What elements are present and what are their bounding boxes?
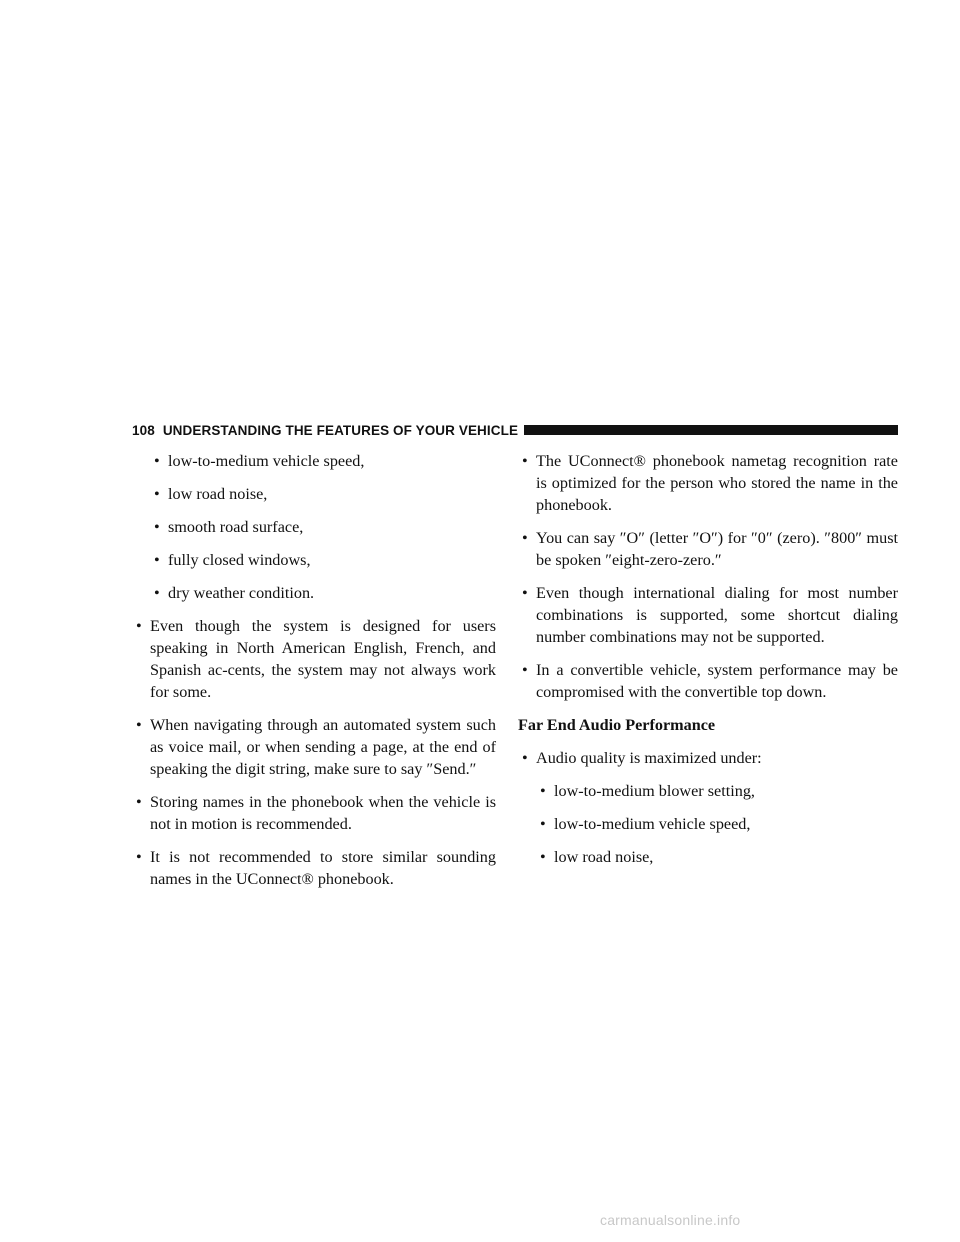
bullet: • (522, 584, 528, 602)
bullet: • (540, 815, 546, 833)
list-item: • It is not recommended to store similar sounding names in the UConnect® phonebook. (136, 848, 496, 888)
list-item: • low road noise, (540, 848, 654, 866)
bullet: • (522, 452, 528, 470)
bullet: • (522, 749, 528, 767)
section-title: UNDERSTANDING THE FEATURES OF YOUR VEHICLE (162, 422, 519, 438)
bullet: • (154, 584, 160, 602)
page-number: 108 (132, 422, 155, 438)
list-item: • The UConnect® phonebook nametag recognition rate is optimized for the person who stored the name in the phonebook. (522, 452, 898, 514)
list-item: • low road noise, (154, 485, 268, 503)
bullet: • (154, 551, 160, 569)
left-column (132, 450, 496, 901)
bullet: • (136, 793, 142, 811)
list-item: • low-to-medium vehicle speed, (154, 452, 365, 470)
list-item: • When navigating through an automated system such as voice mail, or when sending a page, at the end of speaking the digit string, make sure to say ″Send.″ (136, 716, 496, 778)
list-item: • low-to-medium vehicle speed, (540, 815, 751, 833)
list-item: • In a convertible vehicle, system performance may be compromised with the convertible top down. (522, 661, 898, 701)
section-heading: Far End Audio Performance (518, 716, 716, 734)
list-item: • Audio quality is maximized under: (522, 749, 762, 767)
bullet: • (522, 529, 528, 547)
bullet: • (154, 518, 160, 536)
bullet: • (136, 617, 142, 635)
page-header (132, 420, 898, 440)
right-column (518, 450, 898, 879)
watermark: carmanualsonline.info (600, 1212, 741, 1228)
list-item: • smooth road surface, (154, 518, 304, 536)
bullet: • (154, 452, 160, 470)
bullet: • (136, 716, 142, 734)
list-item: • Even though international dialing for most number combinations is supported, some shortcut dialing number combinations may not be supported. (522, 584, 898, 646)
header-rule (524, 425, 898, 435)
list-item: • fully closed windows, (154, 551, 311, 569)
bullet: • (540, 782, 546, 800)
list-item: • dry weather condition. (154, 584, 315, 602)
bullet: • (136, 848, 142, 866)
list-item: • Storing names in the phonebook when the vehicle is not in motion is recommended. (136, 793, 496, 833)
list-item: • low-to-medium blower setting, (540, 782, 755, 800)
bullet: • (154, 485, 160, 503)
bullet: • (540, 848, 546, 866)
bullet: • (522, 661, 528, 679)
list-item: • You can say ″O″ (letter ″O″) for ″0″ (zero). ″800″ must be spoken ″eight-zero-zero.″ (522, 529, 898, 569)
list-item: • Even though the system is designed for users speaking in North American English, French, and Spanish ac-cents, the system may not always work for some. (136, 617, 496, 701)
